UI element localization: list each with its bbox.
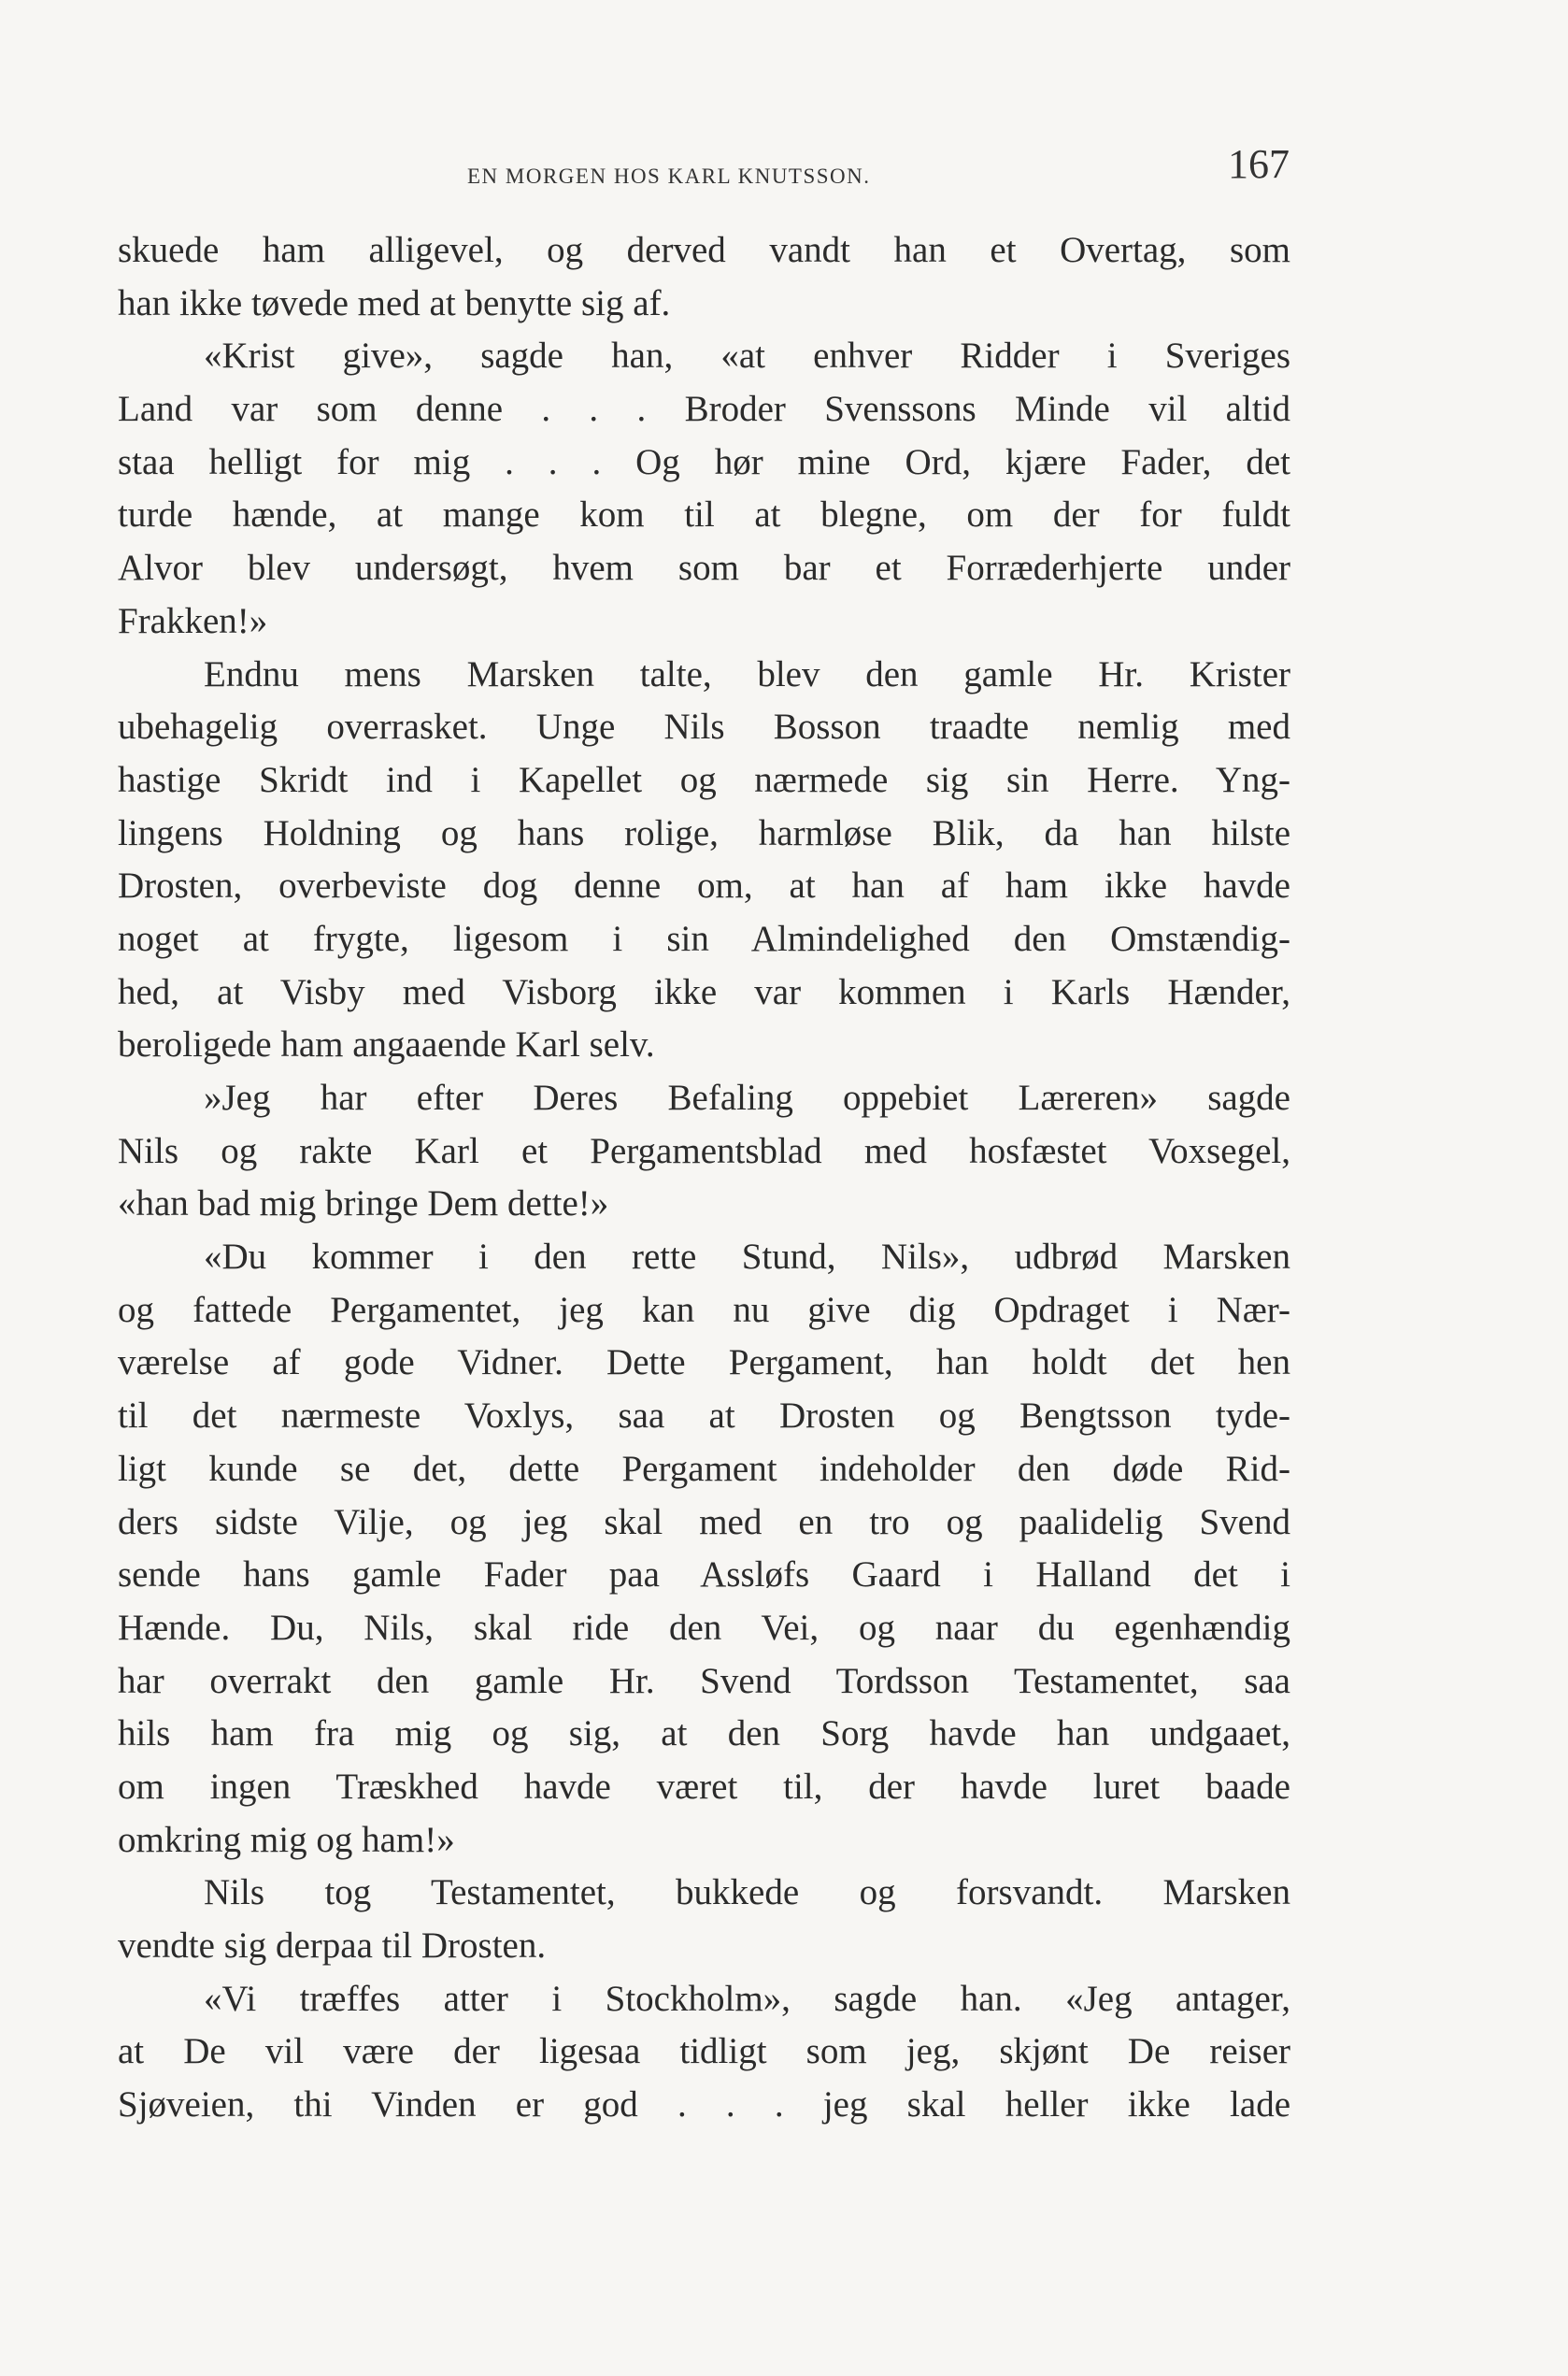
text-line: Sjøveien, thi Vinden er god . . . jeg skal heller ikke lade	[118, 2084, 1290, 2126]
text-line: «Vi træffes atter i Stockholm», sagde han. «Jeg antager,	[204, 1978, 1290, 2019]
text-line: Nils tog Testamentet, bukkede og forsvandt. Marsken	[204, 1872, 1290, 1913]
text-line: Hænde. Du, Nils, skal ride den Vei, og naar du egenhændig	[118, 1607, 1290, 1648]
text-line: ligt kunde se det, dette Pergament indeholder den døde Rid-	[118, 1448, 1290, 1489]
text-line: har overrakt den gamle Hr. Svend Tordsson Testamentet, saa	[118, 1660, 1290, 1701]
text-line: lingens Holdning og hans rolige, harmløse Blik, da han hilste	[118, 812, 1290, 853]
text-line: staa helligt for mig . . . Og hør mine Ord, kjære Fader, det	[118, 441, 1290, 482]
text-line: beroligede ham angaaende Karl selv.	[118, 1024, 655, 1066]
text-line: Frakken!»	[118, 600, 268, 641]
text-line: om ingen Træskhed havde været til, der havde luret baade	[118, 1766, 1290, 1807]
text-line: og fattede Pergamentet, jeg kan nu give dig Opdraget i Nær-	[118, 1289, 1290, 1330]
text-line: at De vil være der ligesaa tidligt som jeg, skjønt De reiser	[118, 2031, 1290, 2072]
text-line: skuede ham alligevel, og derved vandt han et Overtag, som	[118, 230, 1290, 270]
text-line: Endnu mens Marsken talte, blev den gamle Hr. Krister	[204, 653, 1290, 694]
text-line: hed, at Visby med Visborg ikke var kommen i Karls Hænder,	[118, 971, 1290, 1012]
text-line: «Krist give», sagde han, «at enhver Ridder i Sveriges	[204, 336, 1290, 377]
text-line: Drosten, overbeviste dog denne om, at han af ham ikke havde	[118, 866, 1290, 907]
text-line: han ikke tøvede med at benytte sig af.	[118, 282, 671, 323]
text-line: turde hænde, at mange kom til at blegne, om der for fuldt	[118, 494, 1290, 536]
text-line: til det nærmeste Voxlys, saa at Drosten og Bengtsson tyde-	[118, 1396, 1290, 1437]
text-line: «Du kommer i den rette Stund, Nils», udbrød Marsken	[204, 1237, 1290, 1278]
text-line: værelse af gode Vidner. Dette Pergament, han holdt det hen	[118, 1342, 1290, 1383]
text-line: noget at frygte, ligesom i sin Almindelighed den Omstændig-	[118, 918, 1290, 959]
text-line: hils ham fra mig og sig, at den Sorg havde han undgaaet,	[118, 1713, 1290, 1754]
page-header	[112, 140, 1290, 206]
text-line: ubehagelig overrasket. Unge Nils Bosson traadte nemlig med	[118, 707, 1290, 748]
text-line: vendte sig derpaa til Drosten.	[118, 1925, 547, 1966]
text-line: omkring mig og ham!»	[118, 1819, 455, 1860]
body-text	[118, 224, 1290, 2132]
text-line: «han bad mig bringe Dem dette!»	[118, 1183, 609, 1224]
page-number: 167	[1228, 141, 1290, 187]
text-line: sende hans gamle Fader paa Assløfs Gaard i Halland det i	[118, 1554, 1290, 1596]
running-title: EN MORGEN HOS KARL KNUTSSON.	[467, 165, 871, 188]
text-line: Alvor blev undersøgt, hvem som bar et Forræderhjerte under	[118, 548, 1290, 589]
text-line: hastige Skridt ind i Kapellet og nærmede sig sin Herre. Yng-	[118, 759, 1290, 800]
text-line: »Jeg har efter Deres Befaling oppebiet Læreren» sagde	[204, 1078, 1290, 1118]
text-line: Land var som denne . . . Broder Svenssons Minde vil altid	[118, 389, 1290, 430]
text-line: ders sidste Vilje, og jeg skal med en tro og paalidelig Svend	[118, 1501, 1290, 1542]
text-line: Nils og rakte Karl et Pergamentsblad med hosfæstet Voxsegel,	[118, 1130, 1290, 1171]
